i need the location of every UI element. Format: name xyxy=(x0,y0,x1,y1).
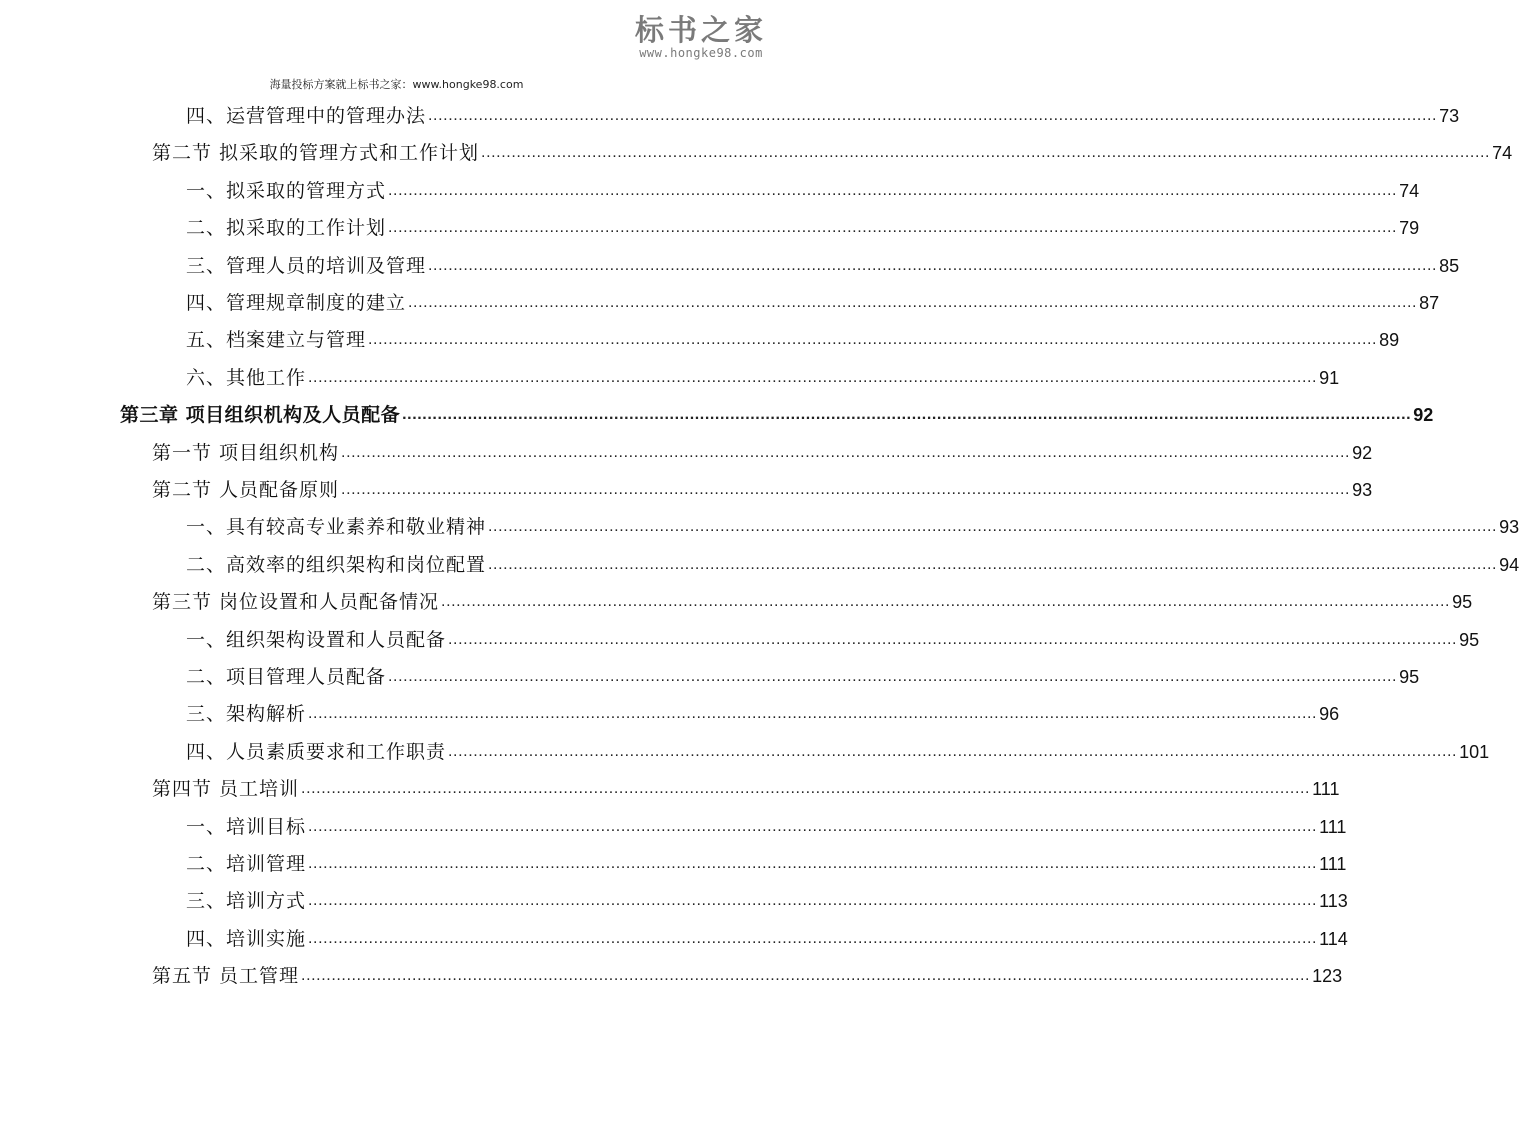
toc-dot-leader: ........................................................................................................................................................................................................ xyxy=(488,555,1498,573)
toc-entry-page: 92 xyxy=(1352,442,1373,463)
toc-dot-leader: ........................................................................................................................................................................................................ xyxy=(301,967,1311,985)
toc-entry-title: 第二节 拟采取的管理方式和工作计划 xyxy=(152,142,480,165)
toc-entry[interactable] xyxy=(186,213,1420,243)
toc-entry-title: 四、人员素质要求和工作职责 xyxy=(186,740,447,763)
toc-entry-page: 95 xyxy=(1452,592,1473,613)
toc-entry[interactable] xyxy=(186,812,1347,842)
toc-entry[interactable] xyxy=(186,849,1347,879)
toc-entry-title: 五、档案建立与管理 xyxy=(186,329,367,352)
toc-dot-leader: ........................................................................................................................................................................................................ xyxy=(448,742,1458,760)
toc-entry[interactable] xyxy=(186,662,1420,692)
toc-entry-title: 第一节 项目组织机构 xyxy=(152,441,340,464)
toc-entry-page: 111 xyxy=(1319,854,1347,874)
toc-dot-leader: ........................................................................................................................................................................................................ xyxy=(301,780,1311,798)
toc-entry[interactable] xyxy=(152,587,1473,617)
toc-entry-page: 95 xyxy=(1459,629,1480,650)
toc-entry-page: 111 xyxy=(1312,779,1340,800)
toc-dot-leader: ........................................................................................................................................................................................................ xyxy=(448,630,1458,648)
toc-entry-title: 四、培训实施 xyxy=(186,927,307,950)
toc-entry-page: 92 xyxy=(1413,405,1434,426)
toc-entry-title: 一、组织架构设置和人员配备 xyxy=(186,628,447,651)
toc-entry-page: 123 xyxy=(1312,966,1343,987)
toc-entry[interactable] xyxy=(186,251,1460,281)
toc-entry[interactable] xyxy=(186,550,1519,580)
toc-entry-title: 一、拟采取的管理方式 xyxy=(186,179,387,202)
toc-entry[interactable] xyxy=(152,138,1513,168)
toc-entry-title: 三、管理人员的培训及管理 xyxy=(186,254,427,277)
brand-logo xyxy=(631,14,771,60)
toc-entry-title: 一、具有较高专业素养和敬业精神 xyxy=(186,516,487,539)
toc-entry-page: 89 xyxy=(1379,330,1400,351)
toc-dot-leader: ........................................................................................................................................................................................................ xyxy=(388,219,1398,237)
toc-entry-title: 二、培训管理 xyxy=(186,853,307,875)
toc-dot-leader: ........................................................................................................................................................................................................ xyxy=(341,443,1351,461)
toc-entry-title: 第三节 岗位设置和人员配备情况 xyxy=(152,591,440,614)
toc-entry-page: 85 xyxy=(1439,255,1460,276)
toc-dot-leader: ........................................................................................................................................................................................................ xyxy=(488,518,1498,536)
toc-entry-page: 73 xyxy=(1439,106,1460,126)
toc-dot-leader: ........................................................................................................................................................................................................ xyxy=(402,406,1412,424)
toc-entry-page: 74 xyxy=(1399,180,1420,201)
toc-entry-page: 94 xyxy=(1499,554,1519,575)
toc-entry-page: 91 xyxy=(1319,367,1340,388)
toc-entry-page: 79 xyxy=(1399,218,1420,239)
toc-entry-page: 93 xyxy=(1352,480,1373,500)
logo-title: 标书之家 xyxy=(634,13,767,47)
toc-entry[interactable] xyxy=(186,101,1460,131)
toc-entry-page: 101 xyxy=(1459,741,1490,762)
toc-entry[interactable] xyxy=(186,737,1490,767)
toc-entry[interactable] xyxy=(120,400,1434,430)
toc-entry-title: 四、管理规章制度的建立 xyxy=(186,292,407,314)
toc-entry-title: 第三章 项目组织机构及人员配备 xyxy=(120,404,401,427)
toc-entry-page: 113 xyxy=(1319,891,1348,912)
toc-entry[interactable] xyxy=(186,924,1348,954)
toc-entry[interactable] xyxy=(186,699,1340,729)
toc-entry[interactable] xyxy=(186,886,1348,916)
toc-entry-page: 93 xyxy=(1499,517,1519,538)
toc-dot-leader: ........................................................................................................................................................................................................ xyxy=(308,817,1318,835)
toc-entry[interactable] xyxy=(152,438,1373,468)
toc-entry-page: 96 xyxy=(1319,704,1340,725)
toc-dot-leader: ........................................................................................................................................................................................................ xyxy=(408,294,1418,311)
toc-dot-leader: ........................................................................................................................................................................................................ xyxy=(341,481,1351,498)
toc-entry[interactable] xyxy=(186,363,1340,393)
toc-dot-leader: ........................................................................................................................................................................................................ xyxy=(428,107,1438,124)
toc-entry[interactable] xyxy=(186,512,1519,542)
toc-entry-title: 第二节 人员配备原则 xyxy=(152,479,340,501)
toc-dot-leader: ........................................................................................................................................................................................................ xyxy=(308,855,1318,872)
logo-url: www.hongke98.com xyxy=(639,46,763,60)
toc-entry[interactable] xyxy=(186,325,1400,355)
toc-entry[interactable] xyxy=(186,625,1480,655)
page-header: 海量投标方案就上标书之家：www.hongke98.com xyxy=(269,78,524,91)
toc-entry-page: 111 xyxy=(1319,816,1347,837)
toc-entry-title: 六、其他工作 xyxy=(186,366,307,389)
toc-dot-leader: ........................................................................................................................................................................................................ xyxy=(308,892,1318,910)
toc-entry[interactable] xyxy=(152,961,1343,991)
toc-entry[interactable] xyxy=(186,176,1420,206)
toc-dot-leader: ........................................................................................................................................................................................................ xyxy=(441,593,1451,611)
toc-dot-leader: ........................................................................................................................................................................................................ xyxy=(481,144,1491,162)
toc-entry[interactable] xyxy=(152,774,1340,804)
toc-entry-page: 114 xyxy=(1319,928,1348,949)
toc-dot-leader: ........................................................................................................................................................................................................ xyxy=(308,929,1318,947)
toc-dot-leader: ........................................................................................................................................................................................................ xyxy=(428,256,1438,274)
toc-dot-leader: ........................................................................................................................................................................................................ xyxy=(388,181,1398,199)
toc-entry-title: 第五节 员工管理 xyxy=(152,965,300,988)
toc-entry[interactable] xyxy=(152,475,1373,505)
toc-entry-page: 95 xyxy=(1399,667,1420,687)
toc-dot-leader: ........................................................................................................................................................................................................ xyxy=(308,368,1318,386)
toc-entry-page: 87 xyxy=(1419,293,1440,313)
toc-dot-leader: ........................................................................................................................................................................................................ xyxy=(368,331,1378,349)
toc-dot-leader: ........................................................................................................................................................................................................ xyxy=(308,705,1318,723)
toc-entry-title: 二、拟采取的工作计划 xyxy=(186,217,387,240)
toc-dot-leader: ........................................................................................................................................................................................................ xyxy=(388,668,1398,685)
toc-entry-title: 第四节 员工培训 xyxy=(152,778,300,801)
toc-entry-title: 三、培训方式 xyxy=(186,890,307,913)
toc-entry-page: 74 xyxy=(1492,143,1513,164)
toc-entry[interactable] xyxy=(186,288,1440,318)
toc-entry-title: 四、运营管理中的管理办法 xyxy=(186,105,427,127)
toc-entry-title: 二、高效率的组织架构和岗位配置 xyxy=(186,553,487,576)
toc-entry-title: 二、项目管理人员配备 xyxy=(186,666,387,688)
toc-entry-title: 三、架构解析 xyxy=(186,703,307,726)
toc-entry-title: 一、培训目标 xyxy=(186,815,307,838)
